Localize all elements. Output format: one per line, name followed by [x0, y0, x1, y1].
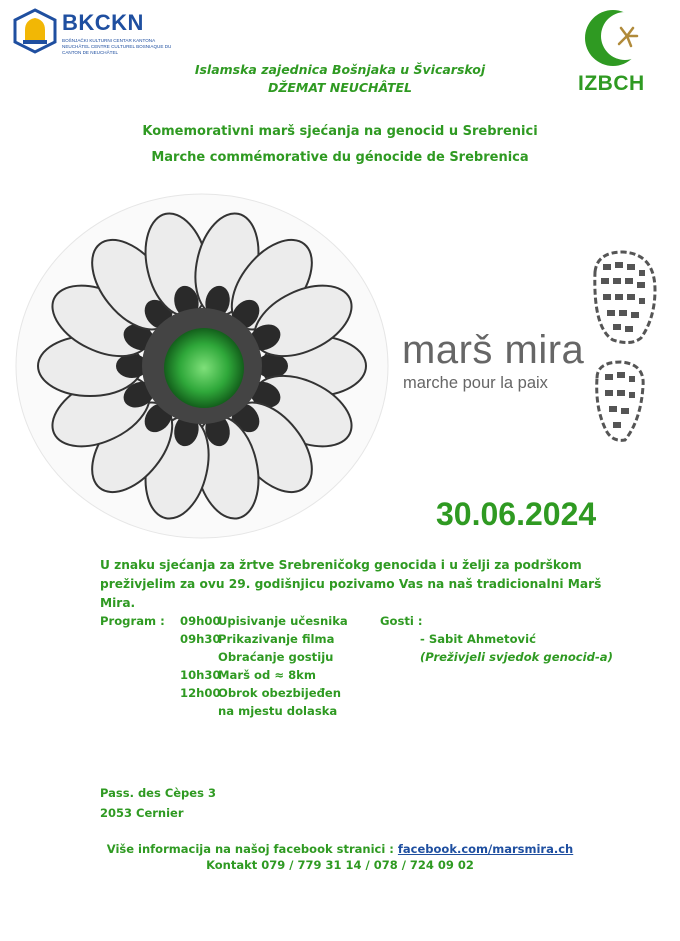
program-text: Marš od ≈ 8km: [218, 668, 316, 682]
bkckn-subtitle: BOŠNJAČKI KULTURNI CENTAR KANTONA NEUCHÂTEL CENTRE CULTUREL BOSNIAQUE DU CANTON DE NEUCHÂTEL: [62, 38, 172, 55]
program-text: na mjestu dolaska: [218, 704, 338, 718]
mosque-dome-icon: [12, 8, 58, 54]
organization-name: Islamska zajednica Bošnjaka u Švicarskoj: [194, 62, 486, 77]
program-item: [180, 684, 380, 702]
mars-mira-title: marš mira: [402, 328, 585, 372]
program-item: [180, 666, 380, 684]
program-list: [180, 612, 380, 720]
program-time: 12h00: [180, 686, 221, 700]
program-item: [180, 612, 380, 630]
program-item: [180, 702, 380, 720]
program-text: Obraćanje gostiju: [218, 650, 334, 664]
contact-phones: Kontakt 079 / 779 31 14 / 078 / 724 09 02: [206, 858, 474, 872]
title-bosnian: Komemorativni marš sjećanja na genocid u Srebrenici: [142, 124, 538, 139]
marche-pour-la-paix-subtitle: marche pour la paix: [403, 374, 548, 392]
facebook-link[interactable]: facebook.com/marsmira.ch: [397, 842, 574, 856]
program-text: Prikazivanje filma: [218, 632, 335, 646]
bkckn-logo: [12, 8, 172, 54]
izbch-name: IZBCH: [578, 72, 645, 95]
address-street: Pass. des Cèpes 3: [100, 786, 216, 800]
guest-note: (Preživjeli svjedok genocid-a): [420, 650, 613, 664]
memorial-artwork-image: [12, 192, 392, 540]
guest-name: - Sabit Ahmetović: [420, 632, 536, 646]
program-time: [180, 702, 218, 720]
program-label: Program :: [100, 614, 165, 628]
organization-subname: DŽEMAT NEUCHÂTEL: [267, 80, 413, 95]
program-text: Obrok obezbijeđen: [218, 686, 341, 700]
guests-label: Gosti :: [380, 614, 423, 628]
program-item: [180, 630, 380, 648]
crescent-star-icon: [583, 6, 647, 70]
shoeprint-icon: [583, 250, 663, 445]
program-time: 10h30: [180, 668, 221, 682]
program-text: Upisivanje učesnika: [218, 614, 348, 628]
program-item: [180, 648, 380, 666]
program-time: [180, 648, 218, 666]
facebook-info: [0, 842, 680, 856]
event-date: 30.06.2024: [436, 496, 597, 532]
title-french: Marche commémorative du génocide de Srebrenica: [151, 150, 529, 165]
program-time: 09h30: [180, 632, 221, 646]
facebook-info-text: Više informacija na našoj facebook stranici :: [106, 842, 394, 856]
address-city: 2053 Cernier: [100, 806, 184, 820]
bkckn-name: BKCKN: [62, 10, 144, 35]
intro-paragraph: U znaku sjećanja za žrtve Srebreničokg genocida i u želji za podrškom preživjelim za ovu 29. godišnjicu pozivamo Vas na naš tradicionalni Marš Mira.: [100, 558, 602, 610]
program-time: 09h00: [180, 614, 221, 628]
